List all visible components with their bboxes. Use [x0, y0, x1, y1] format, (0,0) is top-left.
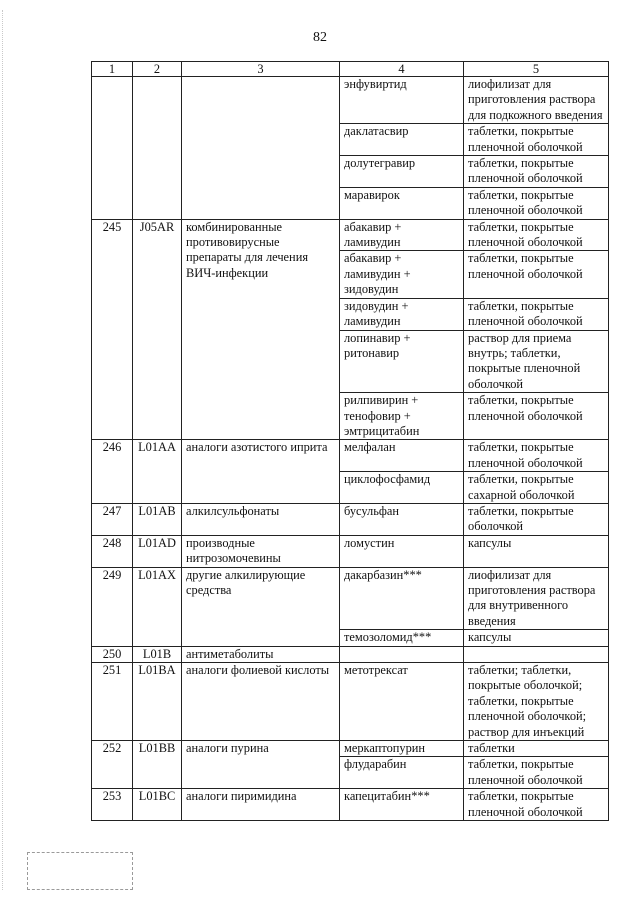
drug-name: даклатасвир — [340, 124, 464, 156]
row-number: 249 — [92, 567, 133, 646]
group-name: аналоги пиримидина — [182, 789, 340, 821]
drug-name: лопинавир + ритонавир — [340, 330, 464, 393]
dosage-form: раствор для приема внутрь; таблетки, покрытые пленочной оболочкой — [464, 330, 609, 393]
group-name: другие алкилирующие средства — [182, 567, 340, 646]
atc-code: L01B — [133, 646, 182, 662]
group-name: аналоги фолиевой кислоты — [182, 663, 340, 741]
dosage-form: таблетки, покрытые пленочной оболочкой — [464, 219, 609, 251]
row-number — [92, 77, 133, 220]
dosage-form: таблетки; таблетки, покрытые оболочкой; таблетки, покрытые пленочной оболочкой; раствор для инъекций — [464, 663, 609, 741]
row-number: 251 — [92, 663, 133, 741]
drug-name: метотрексат — [340, 663, 464, 741]
dosage-form: таблетки, покрытые пленочной оболочкой — [464, 440, 609, 472]
row-number: 250 — [92, 646, 133, 662]
group-name: производные нитрозомочевины — [182, 535, 340, 567]
atc-code: L01BB — [133, 741, 182, 789]
dosage-form: таблетки — [464, 741, 609, 757]
table-row — [92, 440, 609, 472]
drug-table — [91, 61, 609, 821]
atc-code — [133, 77, 182, 220]
page-number: 82 — [313, 30, 327, 45]
group-name: алкилсульфонаты — [182, 503, 340, 535]
row-number: 246 — [92, 440, 133, 504]
atc-code: L01AX — [133, 567, 182, 646]
table-header-row — [92, 62, 609, 77]
table-row — [92, 741, 609, 757]
row-number: 245 — [92, 219, 133, 440]
scan-stamp-box — [27, 852, 133, 890]
drug-name: абакавир + ламивудин — [340, 219, 464, 251]
row-number: 247 — [92, 503, 133, 535]
header-col-5: 5 — [464, 62, 609, 77]
drug-name: мелфалан — [340, 440, 464, 472]
drug-name: абакавир + ламивудин + зидовудин — [340, 251, 464, 298]
dosage-form: таблетки, покрытые пленочной оболочкой — [464, 251, 609, 298]
dosage-form: таблетки, покрытые пленочной оболочкой — [464, 789, 609, 821]
group-name — [182, 77, 340, 220]
dosage-form: таблетки, покрытые пленочной оболочкой — [464, 298, 609, 330]
dosage-form: таблетки, покрытые пленочной оболочкой — [464, 187, 609, 219]
drug-name: темозоломид*** — [340, 630, 464, 646]
dosage-form: лиофилизат для приготовления раствора для подкожного введения — [464, 77, 609, 124]
scan-left-edge — [2, 10, 4, 890]
dosage-form — [464, 646, 609, 662]
drug-name: меркаптопурин — [340, 741, 464, 757]
dosage-form: лиофилизат для приготовления раствора для внутривенного введения — [464, 567, 609, 630]
table-row — [92, 77, 609, 124]
dosage-form: таблетки, покрытые оболочкой — [464, 503, 609, 535]
drug-name: флударабин — [340, 757, 464, 789]
table-row — [92, 567, 609, 630]
header-col-1: 1 — [92, 62, 133, 77]
table-row — [92, 663, 609, 741]
drug-name: энфувиртид — [340, 77, 464, 124]
drug-name: капецитабин*** — [340, 789, 464, 821]
group-name: аналоги пурина — [182, 741, 340, 789]
atc-code: J05AR — [133, 219, 182, 440]
dosage-form: таблетки, покрытые сахарной оболочкой — [464, 472, 609, 504]
row-number: 252 — [92, 741, 133, 789]
group-name: комбинированные противовирусные препараты для лечения ВИЧ-инфекции — [182, 219, 340, 440]
drug-name — [340, 646, 464, 662]
table-row — [92, 789, 609, 821]
group-name: антиметаболиты — [182, 646, 340, 662]
table-row — [92, 646, 609, 662]
atc-code: L01AD — [133, 535, 182, 567]
table-row — [92, 503, 609, 535]
dosage-form: таблетки, покрытые пленочной оболочкой — [464, 156, 609, 188]
atc-code: L01AB — [133, 503, 182, 535]
drug-name: маравирок — [340, 187, 464, 219]
drug-name: циклофосфамид — [340, 472, 464, 504]
drug-name: зидовудин + ламивудин — [340, 298, 464, 330]
dosage-form: таблетки, покрытые пленочной оболочкой — [464, 393, 609, 440]
dosage-form: капсулы — [464, 535, 609, 567]
header-col-3: 3 — [182, 62, 340, 77]
drug-name: дакарбазин*** — [340, 567, 464, 630]
drug-name: рилпивирин + тенофовир + эмтрицитабин — [340, 393, 464, 440]
row-number: 253 — [92, 789, 133, 821]
drug-name: бусульфан — [340, 503, 464, 535]
atc-code: L01AA — [133, 440, 182, 504]
table-row — [92, 535, 609, 567]
row-number: 248 — [92, 535, 133, 567]
group-name: аналоги азотистого иприта — [182, 440, 340, 504]
table-row — [92, 219, 609, 251]
atc-code: L01BA — [133, 663, 182, 741]
drug-name: ломустин — [340, 535, 464, 567]
header-col-2: 2 — [133, 62, 182, 77]
header-col-4: 4 — [340, 62, 464, 77]
dosage-form: таблетки, покрытые пленочной оболочкой — [464, 124, 609, 156]
dosage-form: капсулы — [464, 630, 609, 646]
dosage-form: таблетки, покрытые пленочной оболочкой — [464, 757, 609, 789]
drug-name: долутегравир — [340, 156, 464, 188]
atc-code: L01BC — [133, 789, 182, 821]
